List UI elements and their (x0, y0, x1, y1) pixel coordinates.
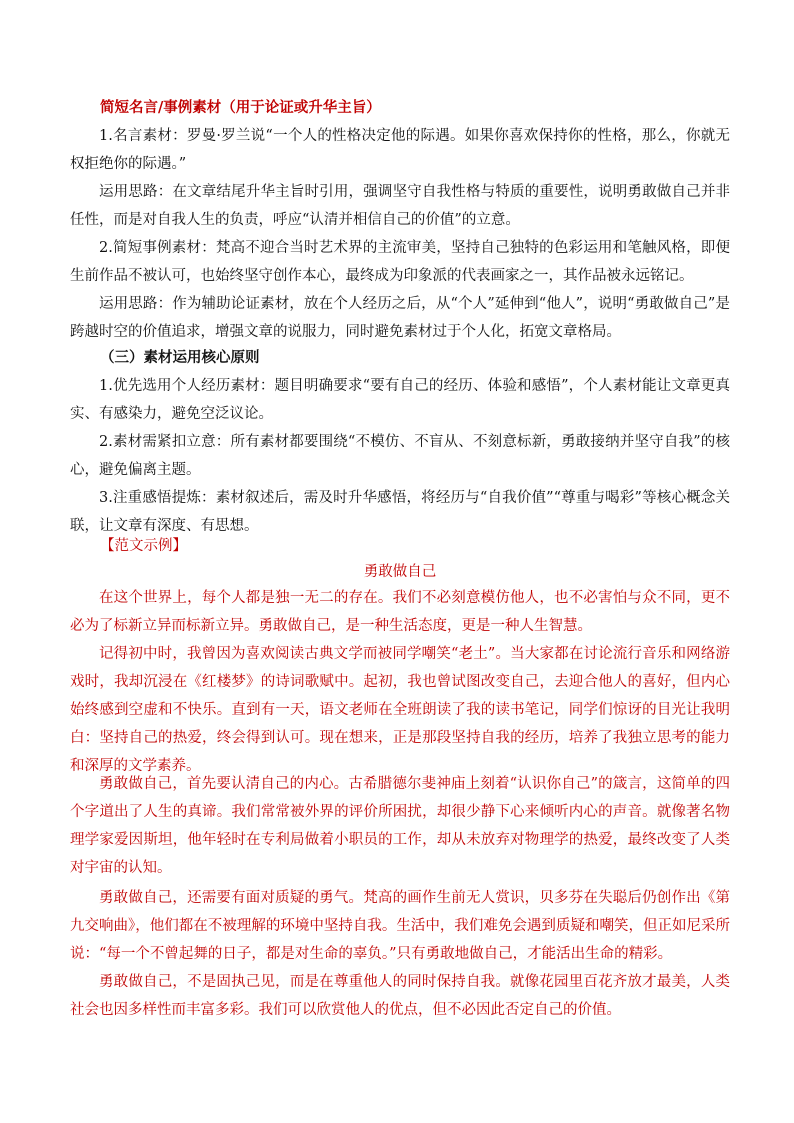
principle-3-paragraph: 3.注重感悟提炼：素材叙述后，需及时升华感悟，将经历与“自我价值”“尊重与喝彩”等核心概念关联，让文章有深度、有思想。 (70, 490, 730, 534)
essay-paragraph-1: 在这个世界上，每个人都是独一无二的存在。我们不必刻意模仿他人，也不必害怕与众不同，更不必为了标新立异而标新立异。勇敢做自己，是一种生活态度，更是一种人生智慧。 (70, 590, 730, 634)
essay-paragraph-3: 勇敢做自己，首先要认清自己的内心。古希腊德尔斐神庙上刻着“认识你自己”的箴言，这简单的四个字道出了人生的真谛。我们常常被外界的评价所困扰，却很少静下心来倾听内心的声音。就像著名物理学家爱因斯坦，他年轻时在专利局做着小职员的工作，却从未放弃对物理学的热爱，最终改变了人类对宇宙的认知。 (70, 776, 730, 876)
section-title (100, 94, 730, 122)
section-title-main: 简短名言/事例素材 (100, 99, 222, 116)
quote-material-paragraph: 1.名言素材：罗曼·罗兰说“一个人的性格决定他的际遇。如果你喜欢保持你的性格，那么，你就无权拒绝你的际遇。” (70, 128, 730, 172)
essay-title: 勇敢做自己 (363, 564, 437, 580)
example-label: 【范文示例】 (100, 538, 187, 554)
essay-paragraph-4: 勇敢做自己，还需要有面对质疑的勇气。梵高的画作生前无人赏识，贝多芬在失聪后仍创作出《第九交响曲》，他们都在不被理解的环境中坚持自我。生活中，我们难免会遇到质疑和嘲笑，但正如尼采所说：“每一个不曾起舞的日子，都是对生命的辜负。”只有勇敢地做自己，才能活出生命的精彩。 (70, 890, 730, 962)
principles-heading (100, 344, 730, 372)
principle-2-paragraph: 2.素材需紧扣立意：所有素材都要围绕“不模仿、不盲从、不刻意标新，勇敢接纳并坚守自我”的核心，避免偏离主题。 (70, 434, 730, 478)
example-material-paragraph: 2.简短事例素材：梵高不迎合当时艺术界的主流审美，坚持自己独特的色彩运用和笔触风格，即便生前作品不被认可，也始终坚守创作本心，最终成为印象派的代表画家之一，其作品被永远铭记。 (70, 240, 730, 284)
section-title-note: （用于论证或升华主旨） (221, 99, 381, 116)
essay-paragraph-5: 勇敢做自己，不是固执己见，而是在尊重他人的同时保持自我。就像花园里百花齐放才最美，人类社会也因多样性而丰富多彩。我们可以欣赏他人的优点，但不必因此否定自己的价值。 (70, 974, 730, 1018)
example-usage-paragraph: 运用思路：作为辅助论证素材，放在个人经历之后，从“个人”延伸到“他人”，说明“勇敢做自己”是跨越时空的价值追求，增强文章的说服力，同时避免素材过于个人化，拓宽文章格局。 (70, 296, 730, 340)
principles-heading-prefix: （三） (100, 349, 144, 366)
quote-usage-paragraph: 运用思路：在文章结尾升华主旨时引用，强调坚守自我性格与特质的重要性，说明勇敢做自己并非任性，而是对自我人生的负责，呼应“认清并相信自己的价值”的立意。 (70, 184, 730, 228)
principles-heading-text: 素材运用核心原则 (143, 349, 260, 366)
essay-paragraph-2: 记得初中时，我曾因为喜欢阅读古典文学而被同学嘲笑“老土”。当大家都在讨论流行音乐和网络游戏时，我却沉浸在《红楼梦》的诗词歌赋中。起初，我也曾试图改变自己，去迎合他人的喜好，但内心始终感到空虚和不快乐。直到有一天，语文老师在全班朗读了我的读书笔记，同学们惊讶的目光让我明白：坚持自己的热爱，终会得到认可。现在想来，正是那段坚持自我的经历，培养了我独立思考的能力和深厚的文学素养。 (70, 646, 730, 774)
principle-1-paragraph: 1.优先选用个人经历素材：题目明确要求“要有自己的经历、体验和感悟”，个人素材能让文章更真实、有感染力，避免空泛议论。 (70, 378, 730, 422)
